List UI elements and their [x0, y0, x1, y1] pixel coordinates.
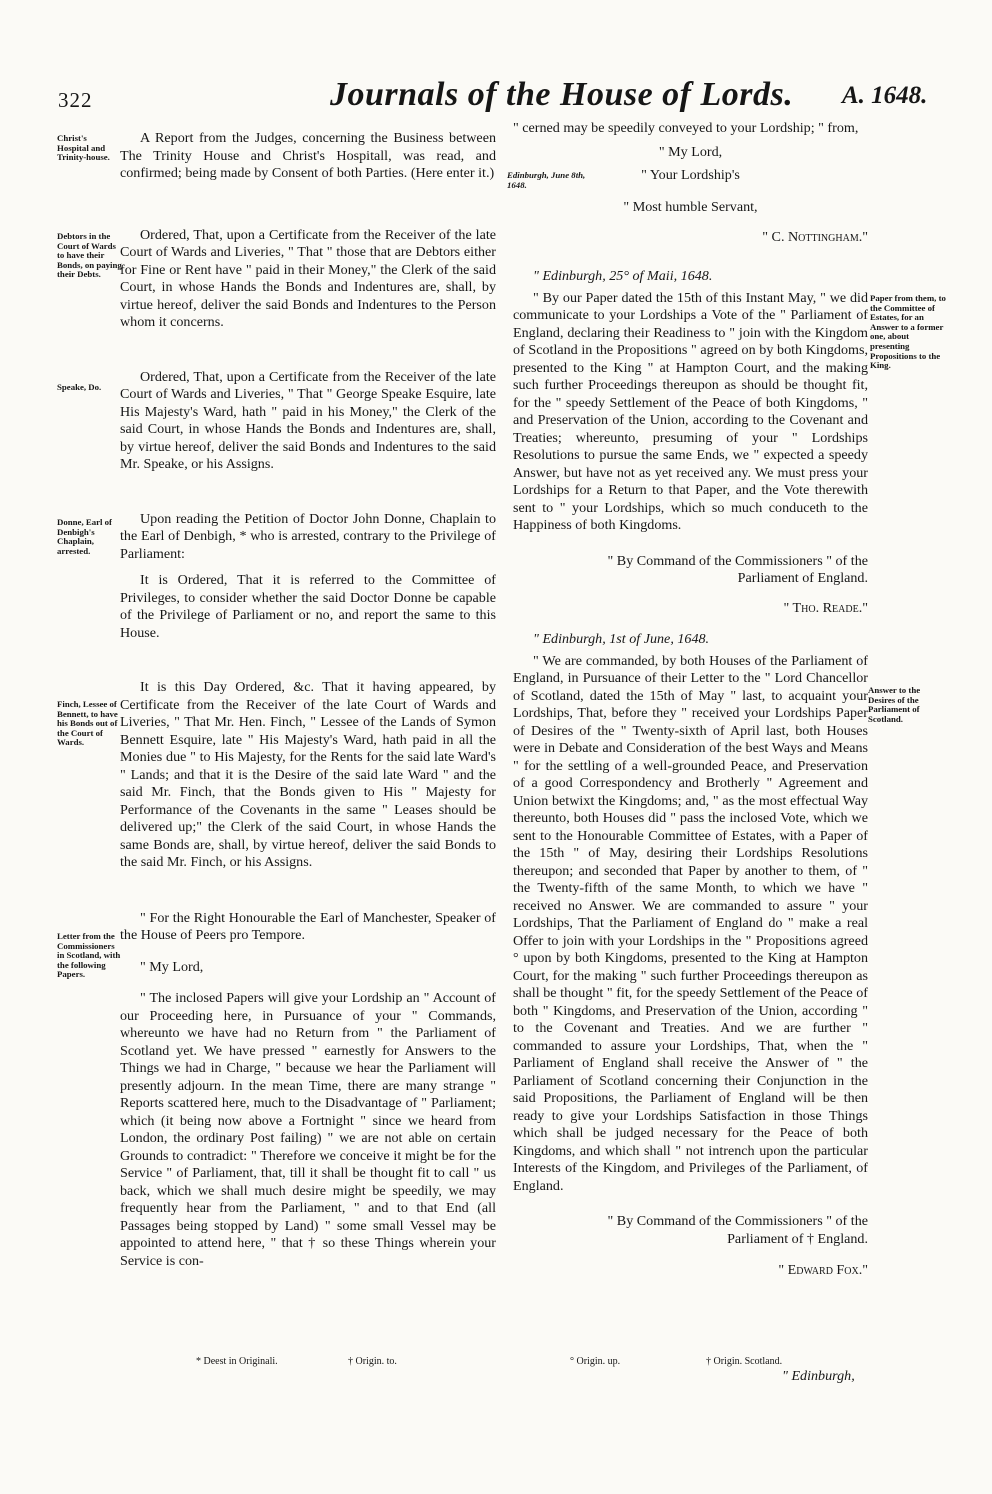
page-number: 322: [58, 88, 93, 112]
your-lordships: " Your Lordship's: [641, 167, 740, 183]
margin-note-paper: Paper from them, to the Committee of Estates, for an Answer to a former one, about presenting Propositions to the King.: [870, 293, 946, 371]
signature-reade: " Tho. Reade.": [783, 599, 868, 616]
footnote-deest: * Deest in Originali.: [196, 1356, 278, 1367]
signature-fox: " Edward Fox.": [778, 1262, 868, 1278]
footnote-origin-up: ° Origin. up.: [570, 1356, 621, 1367]
margin-note-debtors: Debtors in the Court of Wards to have their Bonds, on paying their Debts.: [57, 231, 122, 280]
speake-order: Ordered, That, upon a Certificate from the Receiver of the late Court of Wards and Liveries, " That " George Speake Esquire, late His Majesty's Ward, hath " paid in his Money," the Clerk of the said Court, in whose Hands the Bonds and Indentures are, shall, by virtue hereof, deliver the said Bonds and Indentures to the said Mr. Speake, or his Assigns.: [120, 368, 496, 472]
margin-note-finch: Finch, Lessee of Bennett, to have his Bonds out of the Court of Wards.: [57, 699, 118, 748]
letter-salutation: " My Lord,: [140, 958, 204, 975]
letter-address: " For the Right Honourable the Earl of Manchester, Speaker of the House of Peers pro Tempore.: [120, 909, 496, 943]
answer-command: " By Command of the Commissioners " of the Parliament of † England.: [607, 1213, 868, 1247]
humble-servant: " Most humble Servant,: [623, 199, 758, 215]
margin-note-donne: Donne, Earl of Denbigh's Chaplain, arrested.: [57, 517, 112, 556]
donne-petition: Upon reading the Petition of Doctor John Donne, Chaplain to the Earl of Denbigh, * who is arrested, contrary to the Privilege of Parliament:: [120, 510, 496, 562]
closing-salutation: " My Lord,: [658, 143, 723, 160]
answer-body: " We are commanded, by both Houses of the Parliament of England, in Pursuance of their Letter to the " Lord Chancellor of Scotland, dated the 15th of May " last, to acquaint your Lordships, That, before they " received your Lordships Paper of Desires of the " Twenty-sixth of April last, both Houses were in Debate and Consideration of the best Ways and Means " for the settling of a well-grounded Peace, and Preservation of a good Correspondency and Brotherly " Agreement and Union betwixt the Kingdoms; and, " as the most effectual Way thereunto, both Houses did " pass the inclosed Vote, which we sent to the Honourable Committee of Estates, with a Paper of the 15th " of May, desiring their Lordships Resolutions thereupon; and seconded that Paper by another to them, of " the Twenty-fifth of the same Month, to which we have " received no Answer. We are commanded to assure " your Lordships, That the Parliament of England do " make a real Offer to join with your Lordships in the " Propositions agreed ° upon by both Kingdoms, presented to the King at Hampton Court, for the making " such further Proceedings thereupon as shall be thought " fit, for the speedy Settlement of the Peace of both " Kingdoms, and Preservation of the Union, according " to the Covenant and Treaties. And we are further " commanded to assure your Lordships, That, when the " Parliament of England shall receive the Answer of " the Parliament of Scotland concerning their Conjunction in the said Propositions, the Parliament of England will be then ready to give your Lordships Satisfaction in those Things which shall be judged necessary for the Peace of both Kingdoms, and which shall " not intrench upon the particular Interests of the Kingdom, and Privileges of the Parliament, of England.: [513, 652, 868, 1194]
paper-body: " By our Paper dated the 15th of this Instant May, " we did communicate to your Lordships a Vote of the " Parliament of England, declaring their Readiness to " join with the Kingdom of Scotland in the Propositions " agreed on by both Kingdoms, presented to the King " at Hampton Court, and the making such further Proceedings thereupon as should be thought fit, for the " speedy Settlement of the Peace of both Kingdoms, " and Preservation of the Union, according to the Covenant and Treaties; whereunto, presuming of your " Lordships Resolutions to pursue the same Ends, we " expected a speedy Answer, but have not as yet received any. We must press your Lordships for a Return to that Paper, and the Vote therewith sent to " your Lordships, which so much conduceth to the Happiness of both Kingdoms.: [513, 289, 868, 533]
margin-note-speake: Speake, Do.: [57, 382, 102, 392]
letter-date: Edinburgh, June 8th, 1648.: [507, 170, 586, 190]
donne-order: It is Ordered, That it is referred to the Committee of Privileges, to consider whether the said Doctor Donne be capable of the Privilege of Parliament or no, and report the same to this House.: [120, 572, 496, 641]
left-column: [120, 130, 496, 1270]
debtors-order: Ordered, That, upon a Certificate from the Receiver of the late Court of Wards and Liveries, " That " those that are Debtors either for Fine or Rent have " paid in their Money," the Clerk of the said Court, in whose Hands the Bonds and Indentures are, shall, by virtue hereof, deliver the said Bonds and Indentures to the Person whom it concerns.: [120, 226, 496, 330]
footnote-origin-to: † Origin. to.: [348, 1356, 397, 1367]
letter-body: " The inclosed Papers will give your Lordship an " Account of our Proceeding here, in Pursuance of your " Commands, whereunto we have had no Return from " the Parliament of Scotland yet. We have pressed " earnestly for Answers to the Things we had in Charge, " because we hear the Parliament will presently adjourn. In the mean Time, there are many strange " Reports scattered here, much to the Disadvantage of " Parliament; which (it being now above a Fortnight " since we heard from London, the ordinary Post failing) " we are not able on certain Grounds to contradict: " Therefore we conceive it might be for the Service " of Parliament, that, till it shall be thought fit to call " us back, which we shall much desire might be speedily, we may frequently hear from the Parliament, " and to that End (all Passages being stopped by Land) " some small Vessel may be appointed to attend here, " that † so these Things wherein your Service is con-: [120, 990, 496, 1269]
report-paragraph: A Report from the Judges, concerning the Business between The Trinity House and Christ's Hospitall, was read, and confirmed; being made by Consent of both Parties. (Here enter it.): [120, 130, 496, 181]
catchword: " Edinburgh,: [782, 1368, 855, 1384]
paper-dateline: " Edinburgh, 25° of Maii, 1648.: [533, 268, 713, 284]
answer-dateline: " Edinburgh, 1st of June, 1648.: [533, 631, 710, 647]
footnote-origin-scotland: † Origin. Scotland.: [706, 1356, 783, 1367]
paper-command: " By Command of the Commissioners " of the Parliament of England.: [607, 552, 868, 586]
right-column: [507, 120, 868, 1280]
signature-nottingham: " C. Nottingham.": [762, 228, 868, 245]
page-title: Journals of the House of Lords.: [330, 76, 794, 113]
margin-note-letter: Letter from the Commissioners in Scotland, with the following Papers.: [57, 931, 121, 980]
page-year: A. 1648.: [842, 82, 928, 109]
margin-note-answer: Answer to the Desires of the Parliament of Scotland.: [868, 685, 921, 724]
margin-note-christs: Christ's Hospital and Trinity-house.: [57, 133, 110, 163]
letter-closing: " cerned may be speedily conveyed to your Lordship; " from,: [513, 120, 859, 136]
finch-order: It is this Day Ordered, &c. That it having appeared, by Certificate from the Receiver of the late Court of Wards and Liveries, " That Mr. Hen. Finch, " Lessee of the Lands of Symon Bennett Esquire, late " His Majesty's Ward, hath paid in all the Monies due " to His Majesty, for the Rents for the said late Ward's " Lands; and that it is the Desire of the said late Ward " and the said Mr. Finch, that the Bonds given to His " Majesty for Performance of the Covenants in the same " Leases should be delivered up;" the Clerk of the said Court, in whose Hands the same Bonds are, shall, by virtue hereof, deliver the said Bonds to the said Mr. Finch, or his Assigns.: [120, 679, 496, 870]
